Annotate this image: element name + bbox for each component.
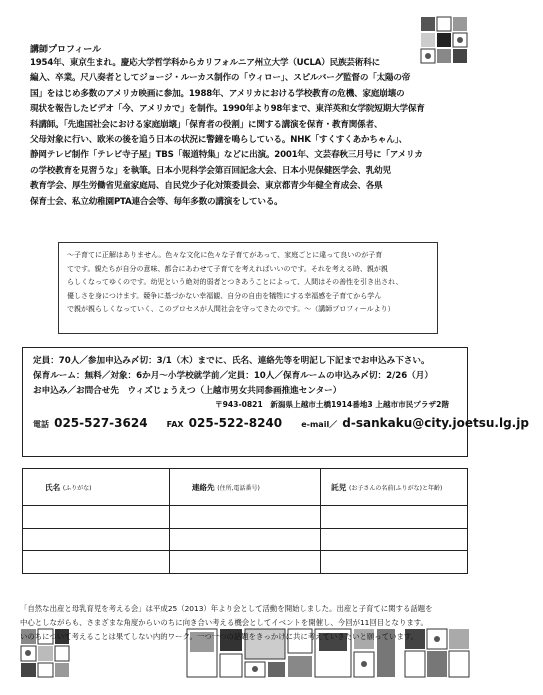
profile-line: 1954年、東京生まれ。慶応大学哲学科からカリフォルニア州立大学（UCLA）民族芸術科に bbox=[30, 58, 380, 68]
childcare-cell[interactable] bbox=[321, 506, 468, 529]
childcare-header-label: 託児 bbox=[331, 482, 347, 492]
contact-cell[interactable] bbox=[169, 528, 320, 551]
profile-line: 保育士会、私立幼稚園PTA連合会等、毎年多数の講演をしている。 bbox=[30, 196, 283, 207]
form-header-row bbox=[23, 469, 468, 506]
childcare-room-text: 保育ルーム：無料／対象：6か月～小学校就学前／定員：10人／保育ルームの申込み〆切：2/26（月） bbox=[33, 371, 433, 381]
quote-line: ～子育てに正解はありません。色々な文化に色々な子育てがあって、家庭ごとに違って良いのが子育 bbox=[67, 251, 383, 259]
capacity-deadline-text: 定員：70人／参加申込み〆切：3/1（木）までに、氏名、連絡先等を明記し下記までお申込み下さい。 bbox=[33, 356, 430, 366]
email-address: d-sankaku@city.joetsu.lg.jp bbox=[342, 416, 529, 430]
fax-number: 025-522-8240 bbox=[188, 416, 283, 430]
childcare-header-sub: (お子さんの名前(ふりがな)と年齢) bbox=[348, 484, 443, 492]
quote-line: 優しさを身につけます。競争に基づかない幸福観、自分の自由を犠牲にする幸福感を子育てから学ん bbox=[67, 291, 382, 300]
profile-line: 父母対象に行い、欧米の後を追う日本の状況に警鐘を鳴らしている。NHK「すくすくあかちゃん」、 bbox=[30, 135, 408, 146]
name-header-label: 氏名 bbox=[45, 482, 61, 492]
contact-row bbox=[33, 412, 529, 431]
profile-line: 科講師。「先進国社会における家庭崩壊」「保育者の役割」に関する講演を保育・教育関係者、 bbox=[30, 119, 383, 130]
contact-org-text: お申込み／お問合せ先 ウィズじょうえつ（上越市男女共同参画推進センター） bbox=[33, 386, 342, 396]
childcare-column-header bbox=[321, 469, 468, 506]
phone-label: 電話 bbox=[33, 420, 49, 429]
profile-heading: 講師プロフィール bbox=[30, 45, 102, 55]
email-label: e-mail／ bbox=[301, 420, 338, 429]
contact-cell[interactable] bbox=[169, 506, 320, 529]
name-header-sub: (ふりがな) bbox=[62, 484, 92, 492]
contact-header-label: 連絡先 bbox=[191, 482, 215, 492]
application-form bbox=[22, 468, 468, 574]
profile-line: の学校教育を見習うな」を執筆。日本小児科学会第百回記念大会、日本小児保健医学会、乳幼児 bbox=[30, 165, 391, 176]
footer-line: いのちについて考えることは果てしない内的ワーク。一つ一つの話題をきっかけに共に考えていきたいと願っています。 bbox=[20, 632, 419, 642]
profile-line: 教育学会、厚生労働省児童家庭局、自民党少子化対策委員会、東京都青少年健全育成会、各県 bbox=[30, 181, 383, 192]
profile-line: 国」をはじめ多数のアメリカ映画に参加。1988年、アメリカにおける学校教育の危機、家庭崩壊の bbox=[30, 88, 405, 99]
form-entry-row bbox=[23, 506, 468, 529]
contact-cell[interactable] bbox=[169, 551, 320, 574]
contact-column-header bbox=[169, 469, 320, 506]
footer-text bbox=[20, 602, 470, 645]
name-cell[interactable] bbox=[23, 528, 170, 551]
childcare-cell[interactable] bbox=[321, 551, 468, 574]
quote-line: てです。親たちが自分の意味、都合にあわせて子育てを考えればいいのです。それを考える時、親が親 bbox=[67, 264, 388, 273]
form-entry-row bbox=[23, 528, 468, 551]
name-cell[interactable] bbox=[23, 506, 170, 529]
application-info-box bbox=[22, 347, 529, 457]
contact-header-sub: (住所,電話番号) bbox=[217, 484, 260, 492]
address-text: 〒943-0821 新潟県上越市土橋1914番地3 上越市市民プラザ2階 bbox=[215, 400, 449, 409]
childcare-cell[interactable] bbox=[321, 528, 468, 551]
quote-line: らしくなってゆくのです。幼児という絶対的弱者とつきあうことによって、人間はその善性を引き出され、 bbox=[67, 278, 403, 286]
quote-box bbox=[58, 242, 438, 334]
footer-line: 中心としながらも、さまざまな角度からいのちに向き合い考える機会としてイベントを開催し、今回が11回目となります。 bbox=[20, 618, 428, 628]
profile-line: 現状を報告したビデオ「今、アメリカで」を制作。1990年より98年まで、東洋英和女学院短期大学保育 bbox=[30, 104, 425, 115]
footer-line: 「自然な出産と母乳育児を考える会」は平成25（2013）年より会として活動を開始しました。出産と子育てに関する話題を bbox=[20, 604, 433, 613]
form-entry-row bbox=[23, 551, 468, 574]
profile-line: 静岡テレビ制作「テレビ寺子屋」TBS「報道特集」などに出演。2001年、文芸春秋三月号に「アメリカ bbox=[30, 150, 423, 161]
profile-line: 編入、卒業。尺八奏者としてジョージ・ルーカス制作の「ウィロー」、スピルバーグ監督の「太陽の帝 bbox=[30, 73, 411, 84]
profile-body bbox=[30, 56, 458, 210]
name-cell[interactable] bbox=[23, 551, 170, 574]
fax-label: FAX bbox=[166, 420, 184, 429]
quote-line: で親が親らしくなっていく、このプロセスが人間社会を守ってきたのです。～（講師プロフィールより） bbox=[67, 305, 395, 313]
phone-number: 025-527-3624 bbox=[54, 416, 148, 430]
name-column-header bbox=[23, 469, 170, 506]
